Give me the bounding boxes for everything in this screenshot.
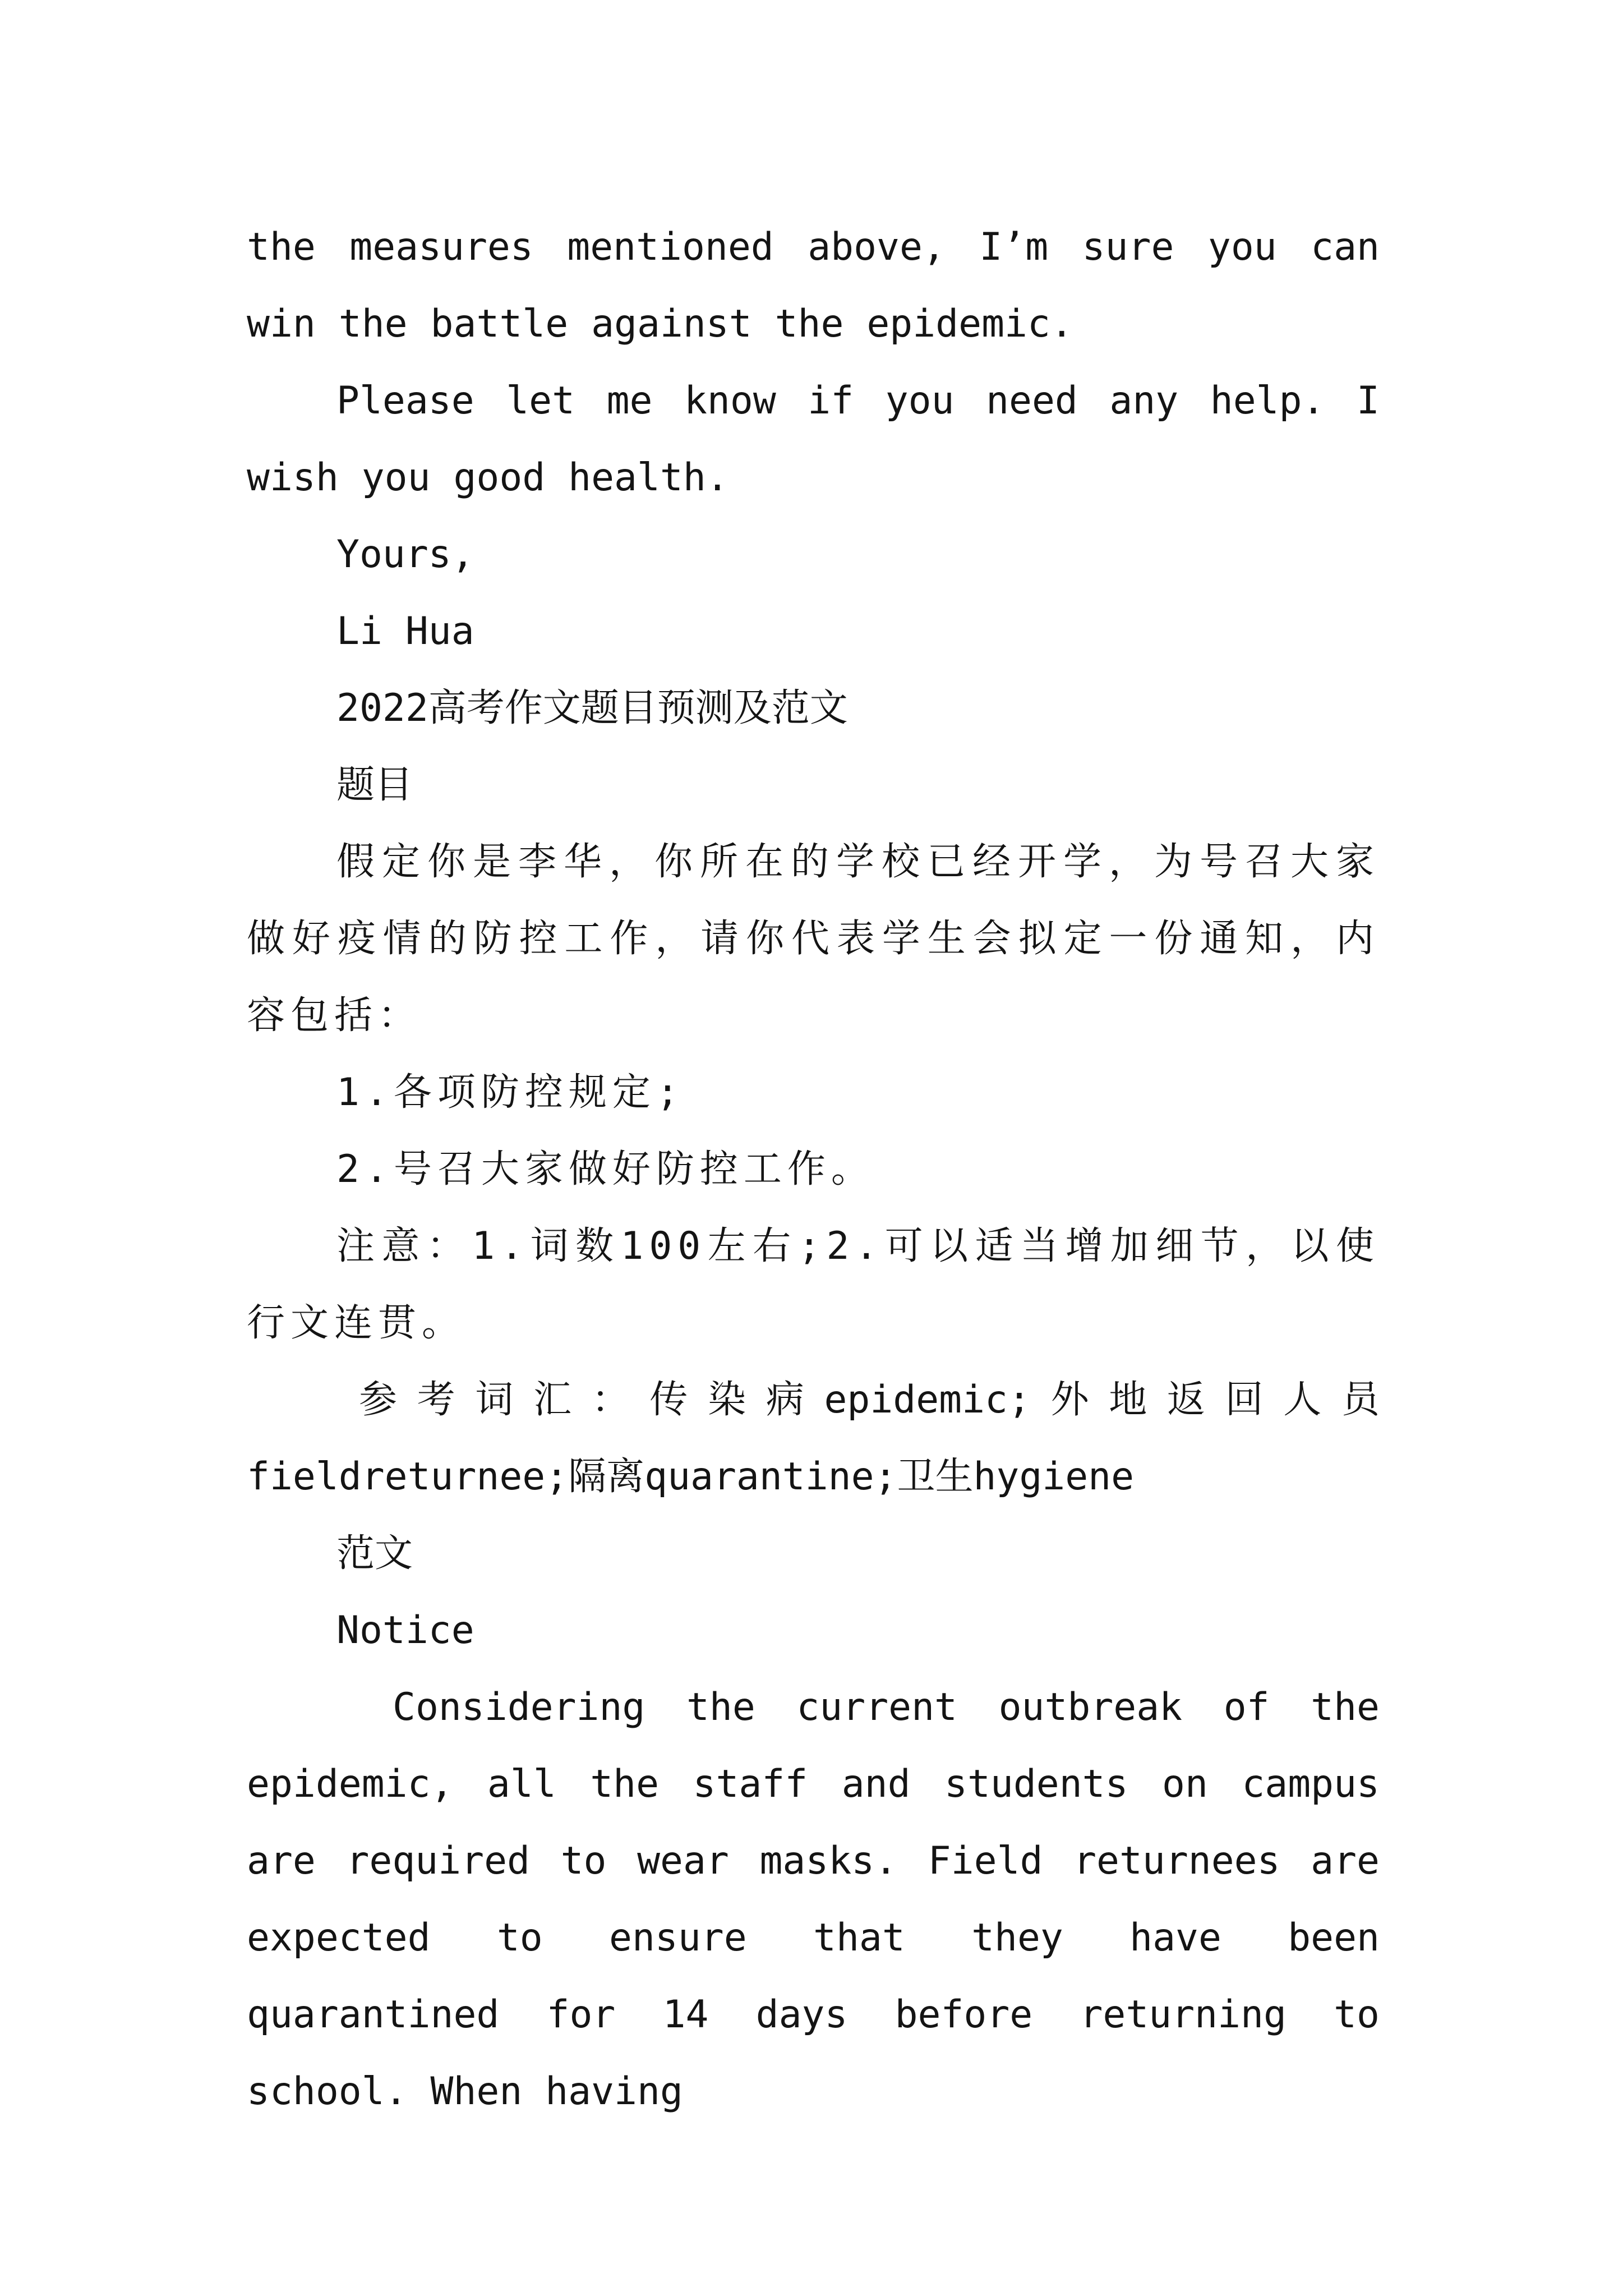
requirement-item-1 bbox=[247, 1054, 1380, 1131]
paragraph-text: 注意：1.词数100左右;2.可以适当增加细节，以使行文连贯。 bbox=[247, 1224, 1380, 1345]
document-body bbox=[247, 209, 1380, 2130]
paragraph-text: 参考词汇：传染病epidemic;外地返回人员fieldreturnee;隔离quarantine;卫生hygiene bbox=[247, 1378, 1380, 1499]
notes-paragraph bbox=[247, 1208, 1380, 1361]
paragraph-text: Yours, bbox=[336, 532, 474, 577]
paragraph-text: the measures mentioned above, I’m sure you can win the battle against the epidemic. bbox=[247, 225, 1380, 346]
section-title bbox=[247, 670, 1380, 747]
letter-signature bbox=[247, 593, 1380, 670]
reference-vocabulary bbox=[247, 1361, 1380, 1515]
question-prompt bbox=[247, 823, 1380, 1054]
paragraph-text: Please let me know if you need any help. I wish you good health. bbox=[247, 379, 1380, 500]
notice-body bbox=[247, 1669, 1380, 2130]
paragraph-text: Notice bbox=[336, 1608, 474, 1653]
paragraph-text: 范文 bbox=[336, 1531, 413, 1576]
paragraph-text: 题目 bbox=[336, 763, 413, 807]
question-heading bbox=[247, 747, 1380, 823]
paragraph-text: 1.各项防控规定; bbox=[336, 1070, 685, 1115]
notice-title bbox=[247, 1592, 1380, 1669]
paragraph-text: 假定你是李华，你所在的学校已经开学，为号召大家做好疫情的防控工作，请你代表学生会拟定一份通知，内容包括： bbox=[247, 840, 1380, 1038]
paragraph-text: Considering the current outbreak of the epidemic, all the staff and students on campus are required to wear masks. Field returnees are expected to ensure that they have been quarantined for 14 days before returning to school. When having bbox=[247, 1685, 1380, 2114]
paragraph-letter-closing bbox=[247, 209, 1380, 362]
paragraph-offer-help bbox=[247, 362, 1380, 516]
paragraph-text: 2.号召大家做好防控工作。 bbox=[336, 1147, 875, 1191]
model-essay-heading bbox=[247, 1515, 1380, 1592]
paragraph-text: Li Hua bbox=[336, 609, 474, 654]
requirement-item-2 bbox=[247, 1131, 1380, 1208]
paragraph-text: 2022高考作文题目预测及范文 bbox=[336, 686, 848, 730]
letter-sign-off bbox=[247, 516, 1380, 593]
